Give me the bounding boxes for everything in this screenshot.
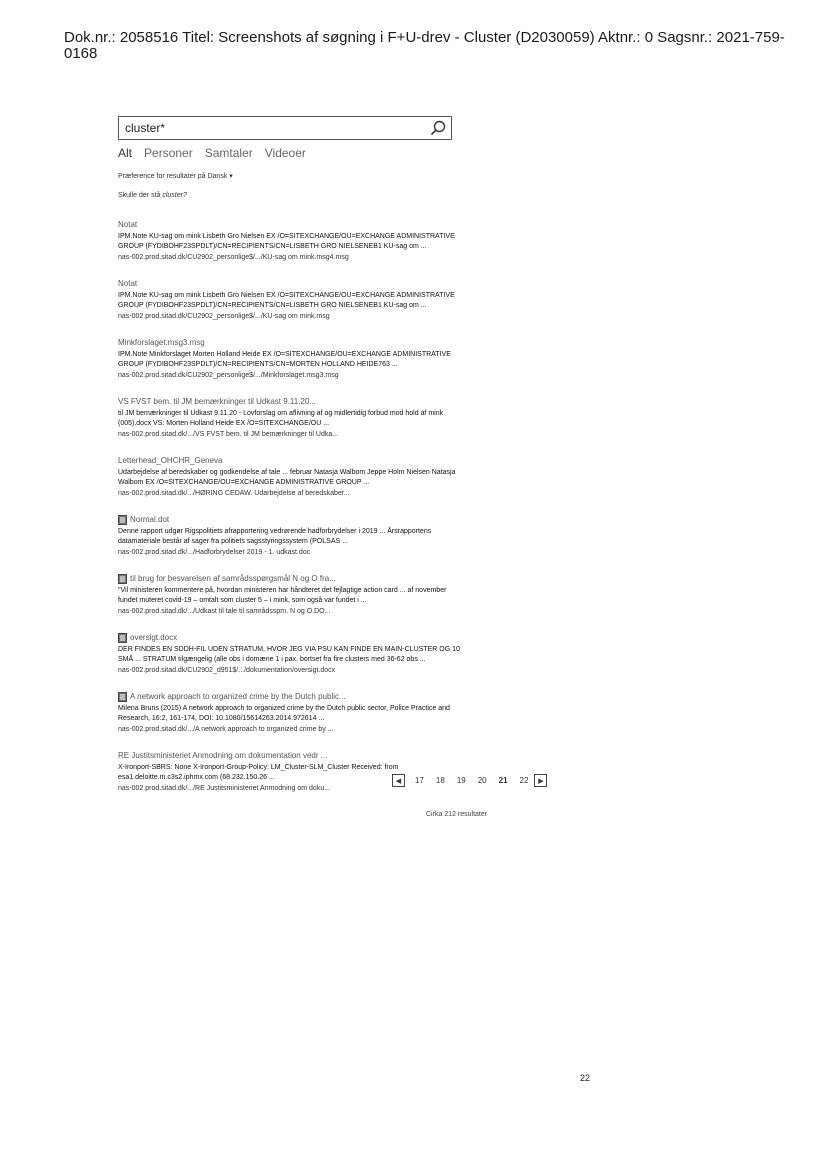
result-url[interactable]: nas-002.prod.sitad.dk/.../RE Justitsministeriet Anmodning om doku... [118, 785, 331, 792]
result-title-text: Normal.dot [130, 515, 170, 524]
result-snippet: IPM.Note KU-sag om mink Lisbeth Gro Nielsen EX /O=SITEXCHANGE/OU=EXCHANGE ADMINISTRATIVE GROUP (FYDIBOHF23SPDLT)/CN=RECIPIENTS/CN=LISBETH GRO NIELSENEB1 KU-sag om ... [118, 233, 455, 250]
word-doc-icon [118, 633, 127, 643]
chevron-left-icon[interactable]: ◀ [392, 774, 405, 787]
result-url[interactable]: nas-002.prod.sitad.dk/CU2902_personlige$/.../Minkforslaget.msg3.msg [118, 372, 339, 379]
result-title[interactable] [118, 514, 463, 525]
page-21-current: 21 [498, 776, 508, 785]
result-url[interactable]: nas-002.prod.sitad.dk/.../VS FVST bem. til JM bemærkninger til Udka... [118, 431, 339, 438]
page-18[interactable]: 18 [435, 776, 445, 785]
result-title[interactable] [118, 219, 463, 230]
word-doc-icon [118, 574, 127, 584]
result-snippet: IPM.Note Minkforslaget Morten Holland Heide EX /O=SITEXCHANGE/OU=EXCHANGE ADMINISTRATIVE GROUP (FYDIBOHF23SPDLT)/CN=RECIPIENTS/CN=MORTEN HOLLAND HEIDE763 ... [118, 351, 451, 368]
page-22[interactable]: 22 [519, 776, 529, 785]
result-item [118, 514, 463, 558]
result-url[interactable]: nas-002.prod.sitad.dk/.../A network approach to organized crime by ... [118, 726, 334, 733]
result-url[interactable]: nas-002.prod.sitad.dk/.../Udkast til tale til samrådsspm. N og O.DO... [118, 608, 331, 615]
chevron-right-icon[interactable]: ▶ [534, 774, 547, 787]
result-title[interactable] [118, 396, 463, 407]
result-title-text: til brug for besvarelsen af samrådsspørgsmål N og O fra... [130, 574, 336, 583]
result-item [118, 632, 463, 676]
result-snippet: Udarbejdelse af beredskaber og godkendelse af tale ... februar Natasja Walbom Jeppe Holm Nielsen Natasja Walbom EX /O=SITEXCHANGE/OU=EXCHANGE ADMINISTRATIVE GROUP ... [118, 469, 456, 486]
result-url[interactable]: nas-002.prod.sitad.dk/CU2902_d951$/.../dokumentation/oversigt.docx [118, 667, 336, 674]
result-title[interactable] [118, 455, 463, 466]
search-box [118, 116, 452, 140]
result-title-text: VS FVST bem. til JM bemærkninger til Udkast 9.11.20... [118, 397, 316, 406]
result-item [118, 396, 463, 440]
result-item [118, 750, 463, 794]
result-item [118, 278, 463, 322]
result-snippet: Denne rapport udgør Rigspolitiets afrapportering vedrørende hadforbrydelser i 2019 ... Årsrapportens datamateriale består af sager fra politiets sagsstyringssystem (POLSAS ... [118, 528, 432, 545]
spelling-suggestion [118, 192, 463, 199]
result-count: Cirka 212 resultater [426, 811, 488, 818]
result-snippet: Milena Bruns (2015) A network approach to organized crime by the Dutch public sector, Police Practice and Research, 16:2, 161-174, DOI: 10.1080/15614263.2014.972614 ... [118, 705, 450, 722]
result-snippet: "Vil ministeren kommentere på, hvordan ministeren har håndteret det fejlagtige action card ... af november fundet muteret covid-19 – omtalt som cluster 5 – i mink, som også var fundet i ... [118, 587, 447, 604]
result-title-text: A network approach to organized crime by the Dutch public... [130, 692, 346, 701]
document-header: Dok.nr.: 2058516 Titel: Screenshots af søgning i F+U-drev - Cluster (D2030059) Aktnr.: 0 Sagsnr.: 2021-759-0168 [64, 29, 785, 62]
result-title-text: Letterhead_OHCHR_Geneva [118, 456, 223, 465]
result-title[interactable] [118, 573, 463, 584]
result-snippet: DER FINDES EN SDDH-FIL UDEN STRATUM, HVOR JEG VIA PSU KAN FINDE EN MAIN-CLUSTER OG 10 SMÅ ... STRATUM tilgængelig (alle obs i domæne 1 i pax. bortset fra fire clusters med 36-62 obs ... [118, 646, 460, 663]
result-url[interactable]: nas-002.prod.sitad.dk/.../Hadforbrydelser 2019 - 1. udkast.doc [118, 549, 311, 556]
page-19[interactable]: 19 [456, 776, 466, 785]
result-snippet: til JM bemærkninger til Udkast 9.11.20 - Lovforslag om aflivning af og midlertidig forbud mod hold af mink (005).docx VS: Morten Holland Heide EX /O=SITEXCHANGE/OU ... [118, 410, 444, 427]
result-title-text: Notat [118, 220, 138, 229]
result-snippet: X-Ironport-SBRS: None X-Ironport-Group-Policy: LM_Cluster-SLM_Cluster Received: from esa1.deloitte.m.c3s2.iphmx.com (68.232.150.26 ... [118, 764, 399, 781]
tab-videos[interactable]: Videoer [264, 146, 306, 160]
search-icon[interactable] [429, 119, 447, 137]
search-input[interactable] [119, 117, 431, 139]
word-doc-icon [118, 692, 127, 702]
page-17[interactable]: 17 [415, 776, 424, 785]
result-title[interactable] [118, 691, 463, 702]
result-title-text: Minkforslaget.msg3.msg [118, 338, 205, 347]
result-title[interactable] [118, 750, 463, 761]
tab-conversations[interactable]: Samtaler [204, 146, 253, 160]
result-item [118, 573, 463, 617]
result-snippet: IPM.Note KU-sag om mink Lisbeth Gro Nielsen EX /O=SITEXCHANGE/OU=EXCHANGE ADMINISTRATIVE GROUP (FYDIBOHF23SPDLT)/CN=RECIPIENTS/CN=LISBETH GRO NIELSENEB1 KU-sag om ... [118, 292, 455, 309]
search-tabs [118, 146, 463, 160]
result-title[interactable] [118, 337, 463, 348]
suggestion-prefix: Skulle der stå [118, 192, 163, 199]
page-number: 22 [580, 1073, 591, 1083]
result-title-text: RE Justitsministeriet Anmodning om dokumentation vedr ... [118, 751, 328, 760]
result-title-text: Notat [118, 279, 138, 288]
search-results [118, 219, 463, 809]
result-item [118, 219, 463, 263]
result-item [118, 455, 463, 499]
result-url[interactable]: nas-002.prod.sitad.dk/.../HØRING CEDAW. Udarbejdelse af beredskaber... [118, 490, 350, 497]
page-20[interactable]: 20 [477, 776, 487, 785]
word-doc-icon [118, 515, 127, 525]
result-item [118, 337, 463, 381]
search-area [118, 116, 463, 199]
result-url[interactable]: nas-002.prod.sitad.dk/CU2902_personlige$/.../KU-sag om mink.msg4.msg [118, 254, 349, 261]
suggestion-link[interactable]: cluster? [162, 192, 187, 199]
tab-people[interactable]: Personer [144, 146, 193, 160]
pagination [392, 774, 547, 787]
result-title[interactable] [118, 278, 463, 289]
result-title[interactable] [118, 632, 463, 643]
language-preference[interactable]: Præference for resultater på Dansk ▾ [118, 173, 233, 180]
tab-all[interactable]: Alt [118, 146, 133, 160]
result-item [118, 691, 463, 735]
result-title-text: oversigt.docx [130, 633, 178, 642]
result-url[interactable]: nas-002.prod.sitad.dk/CU2902_personlige$/.../KU-sag om mink.msg [118, 313, 330, 320]
